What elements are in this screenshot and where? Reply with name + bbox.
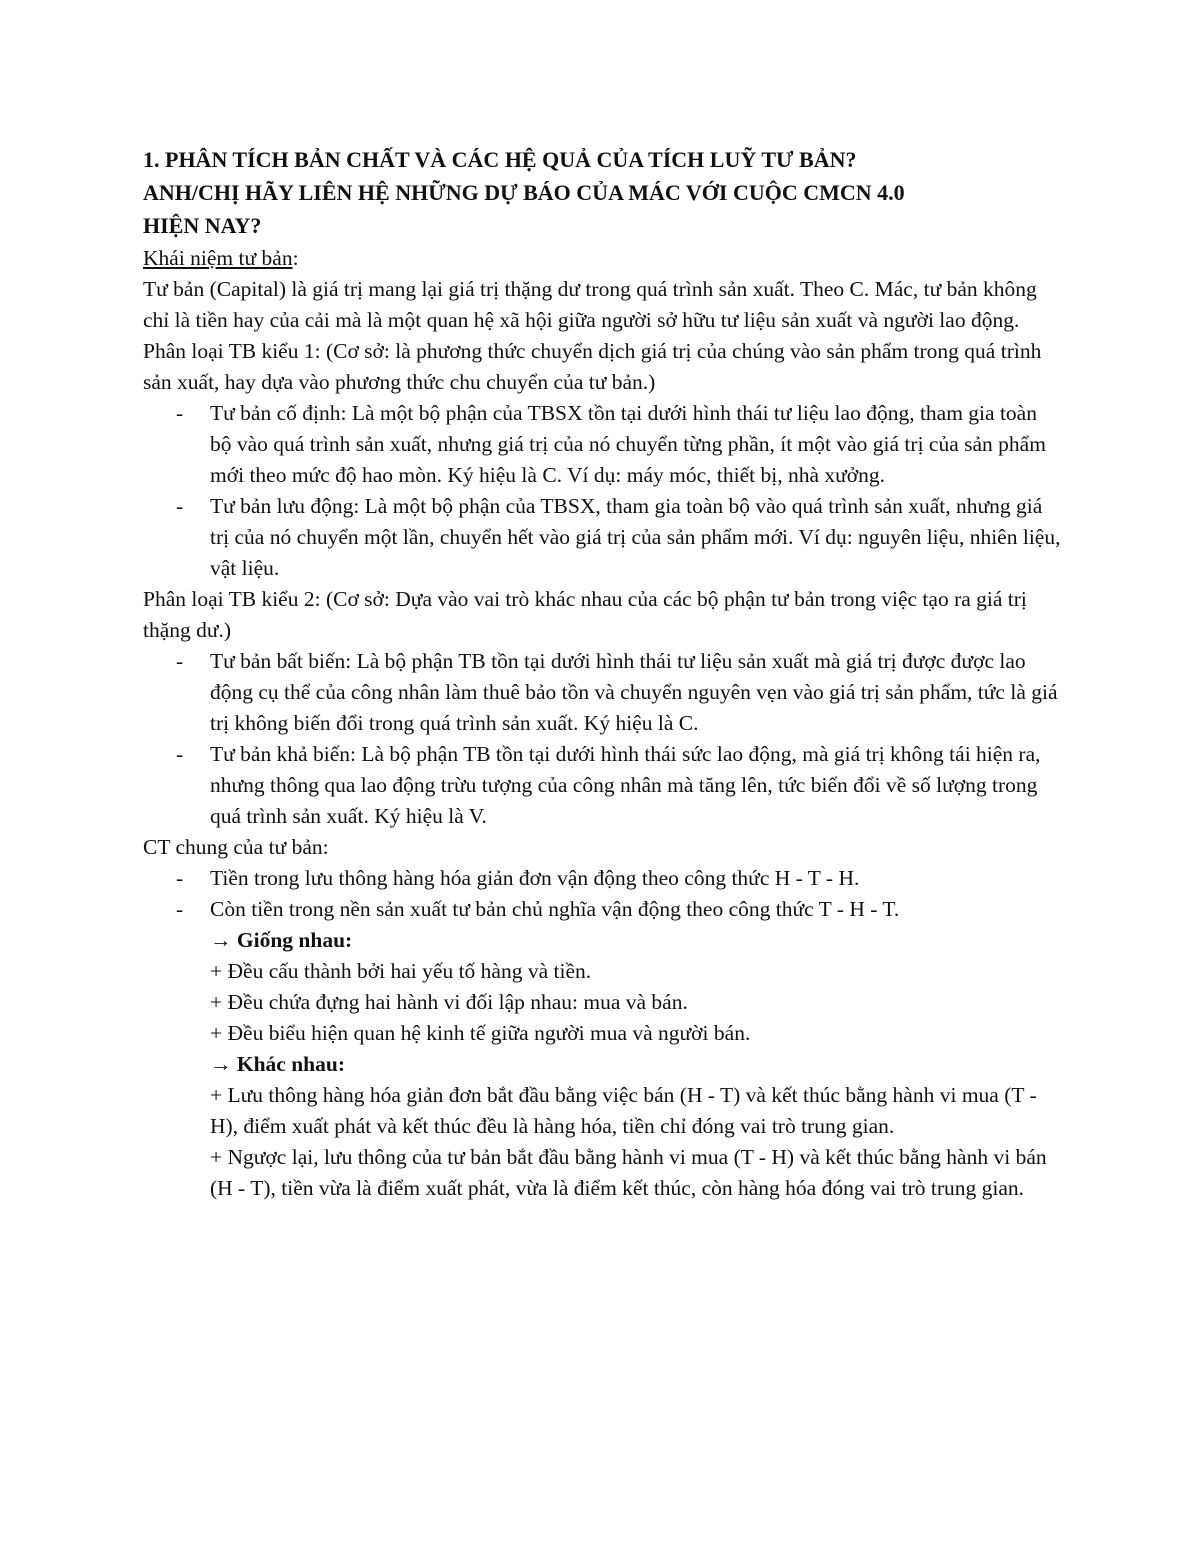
classification-2-list — [143, 646, 1063, 832]
dash-bullet: - — [176, 897, 184, 921]
document-page — [143, 143, 1063, 1204]
list-item-text: Tiền trong lưu thông hàng hóa giản đơn vận động theo công thức H - T - H. — [210, 866, 860, 890]
heading-line-2: ANH/CHỊ HÃY LIÊN HỆ NHỮNG DỰ BÁO CỦA MÁC VỚI CUỘC CMCN 4.0 — [143, 180, 905, 205]
dash-bullet: - — [176, 649, 184, 673]
concept-label: Khái niệm tư bản — [143, 246, 293, 270]
list-item — [143, 739, 1063, 832]
classification-2-intro: Phân loại TB kiểu 2: (Cơ sở: Dựa vào vai trò khác nhau của các bộ phận tư bản trong việc tạo ra giá trị thặng dư.) — [143, 587, 1027, 642]
list-item-text: Tư bản khả biến: Là bộ phận TB tồn tại dưới hình thái sức lao động, mà giá trị không tái hiện ra, nhưng thông qua lao động trừu tượng của công nhân mà tăng lên, tức biến đổi về số lượng trong quá trình sản xuất. Ký hiệu là V. — [210, 742, 1041, 828]
diff-item: + Lưu thông hàng hóa giản đơn bắt đầu bằng việc bán (H - T) và kết thúc bằng hành vi mua (T - H), điểm xuất phát và kết thúc đều là hàng hóa, tiền chỉ đóng vai trò trung gian. — [210, 1083, 1037, 1138]
document-heading — [143, 143, 1063, 242]
same-item: + Đều chứa đựng hai hành vi đối lập nhau: mua và bán. — [210, 990, 688, 1014]
list-item — [143, 894, 1063, 925]
list-item-text: Tư bản lưu động: Là một bộ phận của TBSX, tham gia toàn bộ vào quá trình sản xuất, nhưng giá trị của nó chuyển một lần, chuyển hết vào giá trị của sản phẩm mới. Ví dụ: nguyên liệu, nhiên liệu, vật liệu. — [210, 494, 1061, 580]
list-item — [143, 398, 1063, 491]
list-item — [143, 863, 1063, 894]
concept-paragraph: Tư bản (Capital) là giá trị mang lại giá trị thặng dư trong quá trình sản xuất. Theo C. Mác, tư bản không chỉ là tiền hay của cải mà là một quan hệ xã hội giữa người sở hữu tư liệu sản xuất và người lao động. — [143, 277, 1037, 332]
same-heading: → Giống nhau: — [210, 928, 353, 952]
list-item-text: Tư bản bất biến: Là bộ phận TB tồn tại dưới hình thái tư liệu sản xuất mà giá trị được được lao động cụ thể của công nhân làm thuê bảo tồn và chuyển nguyên vẹn vào giá trị sản phẩm, tức là giá trị không biến đổi trong quá trình sản xuất. Ký hiệu là C. — [210, 649, 1058, 735]
heading-line-1: 1. PHÂN TÍCH BẢN CHẤT VÀ CÁC HỆ QUẢ CỦA TÍCH LUỸ TƯ BẢN? — [143, 147, 857, 172]
concept-colon: : — [292, 246, 299, 270]
diff-heading: → Khác nhau: — [210, 1052, 346, 1076]
heading-line-3: HIỆN NAY? — [143, 213, 262, 238]
classification-1-intro: Phân loại TB kiểu 1: (Cơ sở: là phương thức chuyển dịch giá trị của chúng vào sản phẩm trong quá trình sản xuất, hay dựa vào phương thức chu chuyển của tư bản.) — [143, 339, 1042, 394]
formula-intro: CT chung của tư bản: — [143, 835, 329, 859]
diff-item: + Ngược lại, lưu thông của tư bản bắt đầu bằng hành vi mua (T - H) và kết thúc bằng hành vi bán (H - T), tiền vừa là điểm xuất phát, vừa là điểm kết thúc, còn hàng hóa đóng vai trò trung gian. — [210, 1145, 1047, 1200]
dash-bullet: - — [176, 866, 184, 890]
concept-label-line — [143, 243, 1063, 274]
list-item — [143, 646, 1063, 739]
formula-list — [143, 863, 1063, 925]
dash-bullet: - — [176, 401, 184, 425]
dash-bullet: - — [176, 494, 184, 518]
list-item — [143, 491, 1063, 584]
list-item-text: Tư bản cố định: Là một bộ phận của TBSX tồn tại dưới hình thái tư liệu lao động, tham gia toàn bộ vào quá trình sản xuất, nhưng giá trị của nó chuyển từng phần, ít một vào giá trị của sản phẩm mới theo mức độ hao mòn. Ký hiệu là C. Ví dụ: máy móc, thiết bị, nhà xưởng. — [210, 401, 1046, 487]
list-item-text: Còn tiền trong nền sản xuất tư bản chủ nghĩa vận động theo công thức T - H - T. — [210, 897, 900, 921]
same-item: + Đều biểu hiện quan hệ kinh tế giữa người mua và người bán. — [210, 1021, 751, 1045]
classification-1-list — [143, 398, 1063, 584]
dash-bullet: - — [176, 742, 184, 766]
same-item: + Đều cấu thành bởi hai yếu tố hàng và tiền. — [210, 959, 592, 983]
